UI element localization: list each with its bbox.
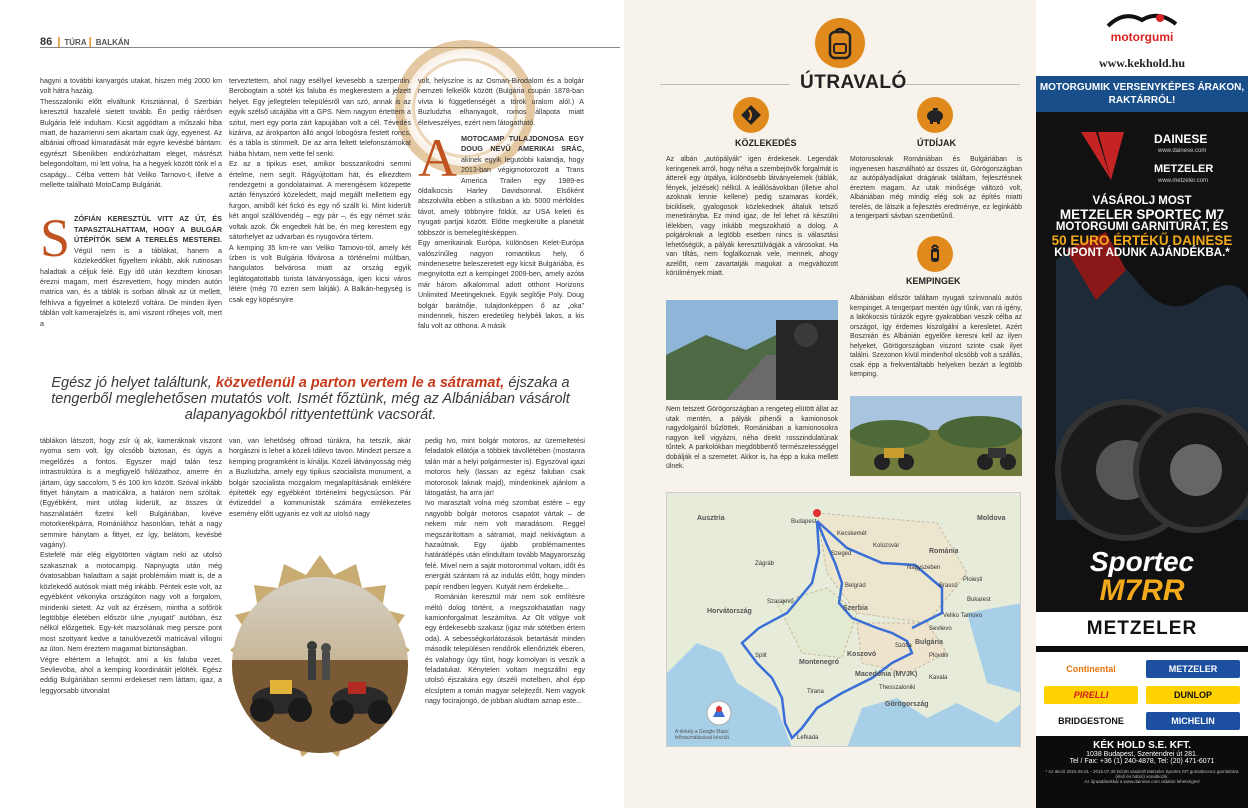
map-label-city: Lefkada — [797, 735, 819, 741]
road-photo-caption: Nem tetszett Görögországban a rengeteg elütött állat az utak mentén, a pályák pihenői a kamionosok nagydolgairól bűzlöttek. Romániában a kamionosokra nagyon kell vigyázni, néha direkt rosszindulatúnak tűntek. A parkolókban megdöbbentő természetességgel dobálják el a szemetet. Akkor is, ha épp a kuka mellett ülnek. — [666, 406, 838, 470]
map-label-city: Budapest — [791, 519, 817, 525]
map-label-city: Veliko Tarnovo — [943, 613, 982, 619]
kozlekedes-text: Az albán „autópályák” igen érdekesek. Legendák keringenek arról, hogy néha a szembejövők forgalmát is áttereli egy útpálya, különösebb látványelemek (táblák, fények, jelzések) nélkül. A leállósávokban (illetve ahol azoknak lennie kellene) pedig szamaras kordék, biciklisek, gyalogosok közlekednek általuk tetsző menetirányba. Ez mind igaz, de fel lehet rá készülni lélekben, vagy inkább megszokható a dolog. A polgároknak a legtöbb esetben nincs is választási lehetőségük, a pályák keresztülvágják a városokat. Ha van tiltás, nem foglalkoznak vele, mennek, ahogy azelőtt, nem zavartatják magukat a megváltozott körülmények miatt. — [666, 156, 838, 277]
paragraph: Ez az a tipikus eset, amikor bosszankodni semmi értelme, nem segít. Rágyújtottam hát, és elkezdtem rendezgetni a gondolataimat. A merengésem közepette aztán fényszóró közeledett, majd megállt mellettem egy furgon, amiből két fickó és egy nő szállt ki. Mint kiderült két angol szállóvendég – egy pár –, és egy német srác voltak azok. Ők engedtek hát be, én meg kerestem egy sátorhelyet az udvarban és nyugovóra tértem. — [229, 160, 411, 242]
map-label-city: Split — [755, 653, 767, 659]
m7rr-logo: M7RR — [1099, 574, 1185, 607]
dainese-url: www.dainese.com — [1158, 148, 1207, 154]
map-label-country: Románia — [929, 548, 959, 555]
brand-logo-pirelli: PIRELLI — [1044, 686, 1138, 704]
ad-offer — [1036, 195, 1248, 260]
brand-logo-michelin: MICHELIN — [1146, 712, 1240, 730]
lead-in: MOTOCAMP TULAJDONOSA EGY DOUG NEVŰ AMERIKAI SRÁC, — [461, 134, 584, 154]
page-folio: 86 | TÚRA | BALKÁN — [40, 36, 130, 48]
map-label-city: Szófia — [895, 643, 912, 649]
pull-quote-text: éjszaka a tengerből meglehetősen mutatós volt. Ismét főztünk, még az Albániában vásárolt alapanyagokból rittyentettünk vacsorát. — [51, 375, 570, 423]
title-rule-left — [660, 84, 790, 85]
advertisement — [1036, 0, 1248, 808]
company-name: KÉK HOLD S.E. KFT. — [1093, 740, 1191, 751]
article-column-1 — [40, 76, 222, 366]
article-column-2 — [229, 76, 411, 366]
paragraph: terveztettem, ahol nagy eséllyel kevesebb a szerpentin. Berobogtam a sötét kis faluba és megkerestem a jelzett helyet. Egy jellegtelen településről van szó, annak is az egyik szélső utcájába vitt a GPS. Nem nagyon értettem a szitut, mert egy porta zárt kapujában volt a cél. Tévedés kizárva, az árokparton álló angol lobogósra festett roncs, és a tábla is stimmelt. De az arra feltett telefonszámokat hiába hívtam, nem vette fel senki. — [229, 77, 411, 158]
metzeler-logo: METZELER — [1154, 163, 1214, 175]
paragraph: Ivo marasztalt volna még szombat estére – egy nagyobb bolgár motoros csapatot vártak – de nekem már nem volt maradásom. Reggel megszárítottam a sátramat, majd nekivágtam a hazaútnak. Egy újabb problémamentes határátlépés után elindultam tovább Magyarország felé. Mivel nem a saját motorommal voltam, időt és energiát szántam rá az indulás előtt, hogy minden papír rendben legyen. Kutyát nem érdekelte... — [425, 499, 585, 591]
map-label-city: Tirana — [807, 689, 824, 695]
brand-logo-bridgestone: BRIDGESTONE — [1058, 716, 1124, 726]
paragraph: hagyni a további kanyargós utakat, hiszen még 2000 km volt hátra hazáig. — [40, 77, 222, 96]
drop-cap: S — [40, 208, 71, 269]
ad-brand-logo: motorgumi — [1110, 30, 1174, 44]
map-label-country: Koszovó — [847, 651, 877, 658]
paragraph: Végre eltértem a lehajtót, ami a kis faluba vezet, Sevlievóba, ahol a kemping koordinátáit jelölték. Egész eddig Bulgáriában semmi erdekeset nem láttam, igaz, a leggyorsabb útvonalat — [40, 655, 222, 695]
section-label: TÚRA — [64, 38, 87, 47]
map-label-country: Görögország — [885, 701, 929, 708]
map-label-city: Kolozsvár — [873, 543, 900, 549]
section-heading-kozlekedes: KÖZLEKEDÉS — [735, 138, 797, 148]
company-address: 1038 Budapest, Szentendrei út 281. — [1086, 751, 1198, 758]
utdijak-text: Motorosoknak Romániában és Bulgáriában is ingyenesen használható az összes út, Görögországban az autópályadíjakat drágának találtam, fejlesztésnek éreztem magam. Az utak minősége változó volt, Albániában még mindig elég sok az építés miatti terelés, de látszik a fejlesztés eredménye, ez leginkább a tengerparti sávban szembetűnő. — [850, 156, 1022, 220]
map-label-country: Bulgária — [915, 639, 944, 646]
map-label-city: Brassó — [939, 583, 958, 589]
fine-print: * Az akció 2015.06.01 - 2015.07.30 között vásárolt Metzeler Sportec M7 gumiabroncs garnitúrára (első és hátsó) vonatkozik. — [1045, 769, 1239, 779]
paragraph: Thesszaloniki előtt elváltunk Krisztiánnal, ő Szerbián keresztül hazafelé sietett tovább. Én pedig ráérősen Bulgária felé indultam. Kicsit aggódtam a műszaki hiba miatt, de hazamenni sem akartam csak úgy, egyenest. Az albániai offroad kimaradását már egyre kevésbé bántam: egyrészt Sibenikben endúrózhattam eleget, másrészt belegondoltam, mi lett volna, ha a hegyek között törik el a csapágy... Célba vettem hát Veliko Tarnovo-t, illetve a mellette található MotoCamp Bulgáriát. — [40, 97, 222, 190]
drop-cap: A — [418, 128, 457, 189]
paragraph: A kemping 35 km-re van Veliko Tarnovo-tól, amely két ízben is volt Bulgária fővárosa a történelmi múltban, hangulatos belvárosa miatt az ország egyik leglátogatottabb turista látványossága, igen kicsi város létére (még 70 ezren sem lakják). A Balkán-hegység is csak egy köpésnyire — [229, 243, 411, 304]
fine-print: Az újraadásokkal a www.dainese.com oldalon lehetséges! — [1084, 779, 1200, 784]
paragraph: Egy amerikainak Európa, különösen Kelet-Európa valószínűleg nagyon romantikus hely, ő mindenesetre beleszeretett egy kicsit Bulgáriába, és megnyitotta ezt a kempinget 2009-ben, amely azóta már három alkalommal adott otthont Horizons Unlimited Meetingeknek. Egyik segítője Poly. Doug bolgár barátnője, tulajdonképpen ő az „oka” mindennek, hiszen eredetileg helybéli lakos, a kis falu volt az otthona. A másik — [418, 239, 584, 331]
title-rule-right — [890, 84, 1020, 85]
offer-line-highlight: 50 EURO ÉRTÉKŰ DAINESE — [1051, 233, 1233, 248]
route-map — [666, 492, 1021, 747]
offer-line: VÁSÁROLJ MOST — [1092, 195, 1192, 207]
header-rule — [40, 47, 620, 48]
map-label-city: Belgrád — [845, 583, 866, 589]
offer-line: KUPONT ADUNK AJÁNDÉKBA.* — [1054, 247, 1230, 259]
map-label-city: Nagyszeben — [907, 565, 941, 571]
map-label-country: Montenegró — [799, 659, 840, 666]
map-label-city: Kavala — [929, 675, 948, 681]
map-label-city: Szeged — [831, 551, 852, 557]
paragraph-dropcap — [418, 128, 584, 238]
article-column-4 — [40, 436, 222, 766]
sportec-logo: Sportec — [1089, 546, 1195, 577]
map-label-country: Szerbia — [843, 605, 868, 612]
map-label-city: Kecskemét — [837, 531, 867, 537]
pull-quote — [38, 375, 583, 423]
map-label-country: Macedónia (MVJK) — [855, 671, 918, 678]
map-label-city: Plovdiv — [929, 653, 949, 659]
lantern-icon — [917, 236, 953, 272]
paragraph: Estefelé már elég elgyötörten vágtam neki az utolsó szakasznak a motocampig. Napnyugta után még óvatosabban haladtam a saját problémáim miatt is, de a közlekedő autósok miatt még inkább. Péntek este volt, az egyébként vékonyka országúton nagy volt a forgalom, mindenki sietett. Az volt az érzésem, mintha a sofőrök legtöbbje életében először ülne „nyugati” autóban, ész nélkül előzgettek. Egy-két mazsolának meg persze pont most szottyant kedve a tanulóvezetői matricával villogni az úton. Nem éreztem magamat biztonságban. — [40, 551, 222, 654]
article-column-6 — [425, 436, 585, 766]
map-label-city: Thesszaloniki — [879, 685, 916, 691]
paragraph: volt, helyszíne is az Osman-Birodalom és a bolgár nemzeti felkelők között (Bulgária csupán 1878-ban vívta ki függetlenségét a török uralom alól.) A Buzludzha elhanyagolt, romos állapota miatt életveszélyes, ezért nem látogatható. — [418, 77, 584, 127]
kemping-text: Albániában először találtam nyugati színvonalú autós kempinget. A tengerpart mentén úgy tűnik, van rá igény, a lakókocsis túrázók egyre gyakrabban veszik célba az országot, így érdemes kiszolgálni a keresletet. Azért Bosznián és Albánián egyelőre keresni kell az ilyen helyeket, Görögországban viszont szinte csak ilyet találni. Szezonon kívül mindenhol olcsóbb volt a szállás, csak épp a frekventáltabb helyeken bezárt a legtöbb kemping. — [850, 295, 1022, 378]
metzeler-big-logo: METZELER — [1036, 612, 1248, 646]
backpack-icon — [815, 18, 865, 68]
article-column-5 — [229, 436, 411, 546]
paragraph: táblákon látszott, hogy zsír új ak, kameráknak viszont nyoma sem volt. Így olcsóbb biztosan, és úgyis a megelőzés a fontos. Egyszer majd talán tesz intrastruktúra is a megfigyelő hálózathoz, amerre én jártam, úgy saccolom, 5 és 100 km között. Szóval inkább fittyet hánytam a matricákra, a határon nem szóltak. (Egyébként, mint utólag kiderült, az összes út használatáért fizetni kell Bulgáriában, kivéve motorkerékpárra, Romániához hasonlóan, tehát a nagy semmire hánytam a fittyet, ez így, belátom, kevésbé vagány). — [40, 437, 222, 550]
ad-url[interactable]: www.kekhold.hu — [1098, 56, 1186, 70]
map-label-country: Moldova — [977, 515, 1006, 522]
pull-quote-highlight: közvetlenül a parton vertem le a sátramat, — [215, 375, 505, 391]
brand-logo-continental: Continental — [1066, 664, 1116, 674]
map-label-country: Horvátország — [707, 608, 752, 615]
metzeler-url: www.metzeler.com — [1158, 178, 1209, 184]
page-number: 86 — [40, 36, 53, 48]
map-label-city: Bukarest — [967, 597, 991, 603]
map-label-city: Zágráb — [755, 561, 775, 567]
campsite-photo — [850, 396, 1022, 476]
subsection-label: BALKÁN — [95, 38, 130, 47]
section-heading-kempingek: KEMPINGEK — [906, 276, 961, 286]
brand-logo-dunlop: DUNLOP — [1146, 686, 1240, 704]
offer-line: METZELER SPORTEC M7 — [1059, 207, 1225, 222]
brand-logo-metzeler: METZELER — [1146, 660, 1240, 678]
paragraph: van, van lehetőség offroad túrákra, ha tetszik, akár horgászni is lehet a közeli Idilevo tavon. Mindezt persze a kemping programként is kínálja. Közeli látványosság még a Buzludzha, amely egy tipikus szocialista monument, a bolgár szocialista mozgalom megalapításának emlékére építették egy egyébként történelmi hegycsúcson. Pár évtizeddel a kommunisták számára emlékezetes esemény előtt ugyanis ez volt az utolsó nagy — [229, 437, 411, 518]
sidebar-title: ÚTRAVALÓ — [800, 72, 907, 93]
starburst-photo — [210, 540, 430, 780]
map-label-country: Ausztria — [697, 515, 725, 522]
article-column-3 — [418, 76, 584, 366]
section-heading-utdijak: ÚTDÍJAK — [917, 138, 957, 148]
lead-in: ZÓFIÁN KERESZTÜL VITT AZ ÚT, ÉS TAPASZTALHATTAM, HOGY A BULGÁR ÚTÉPÍTŐK SEM A TERELÉS MESTEREI. — [74, 214, 222, 245]
road-photo — [666, 300, 838, 400]
road-sign-icon — [733, 97, 769, 133]
paragraph-dropcap — [40, 208, 222, 328]
piggy-bank-icon — [917, 97, 953, 133]
ad-footer — [1036, 740, 1248, 784]
paragraph: Románián keresztül már nem sok említésre méltó dolog történt, a megszokhatatlan nagy kamionforgalmat leszámítva. Az Olt völgye volt egy érdekesebb szakasz (igaz már sötétben értem oda). A sebességkorlátozások betartását minden második településen rendőrök ellenőrizték éberen, és valahogy úgy tűnt, hogy komolyan is veszik a feladatukat. Kénytelen voltam megszállni egy utolsó éjszakára egy útszéli motelben, ahol épp elcsíptem a román magyar selejtezőt. Nem vagyok nagy focirajongó, de jobban aludtam aznap este... — [425, 593, 585, 706]
pull-quote-text: Egész jó helyet találtunk, — [51, 375, 216, 391]
paragraph-text: Végül nem is a táblákat, hanem a közlekedőket figyeltem inkább, akik rutinosan haladtak a céljuk felé. Egy idő után kezdtem kinosan érezni magam, mert észrevettem, hogy minden autón matrica van, és a táblák is sorban állnak az út mellett, felhívva a figyelmet a kötelező voltára. De minden ilyen táblán volt kamerajelzés is, ami viszont rőhejes volt, mert a — [40, 246, 222, 328]
company-phone: Tel / Fax: +36 (1) 240-4878, Tel: (20) 471-6071 — [1069, 758, 1215, 765]
map-label-city: Szarajevó — [767, 599, 794, 605]
paragraph-text: akinek egyik legutóbbi kalandja, hogy 2013-ban végigmotorozott a Trans America Trailen egy 1989-es öldalkocsis Harley Davidsonnal. Elsőként abszolválta ebben a stílusban a kb. 5000 mérföldes távot, amely többnyire földút, az USA keleti és nyugati partjai között. Előtte megkerülte a planétát többször is bemelegítésképpen. — [418, 155, 584, 237]
paragraph: pedig Ivo, mint bolgár motoros, az üzemeltetési feladatok ellátója a többiek távollétében (mostanra talán már a helyi polgármester is). Egyszóval igazi motoros hely (lassan az egész faluban csak motorosok laknak majd), mindenkinek ajánlom a látogatást, ha arra jár! — [425, 437, 585, 498]
dainese-logo: DAINESE — [1154, 132, 1208, 146]
offer-line: MOTORGUMI GARNITÚRÁT, ÉS — [1055, 221, 1229, 233]
ad-headline: MOTORGUMIK VERSENYKÉPES ÁRAKON, RAKTÁRRÓL! — [1036, 76, 1248, 112]
map-label-city: Sevlievo — [929, 626, 952, 632]
map-label-city: Ploiești — [963, 577, 983, 583]
map-credit: A térkép a Google Maps felhasználásával készült. — [675, 729, 731, 741]
